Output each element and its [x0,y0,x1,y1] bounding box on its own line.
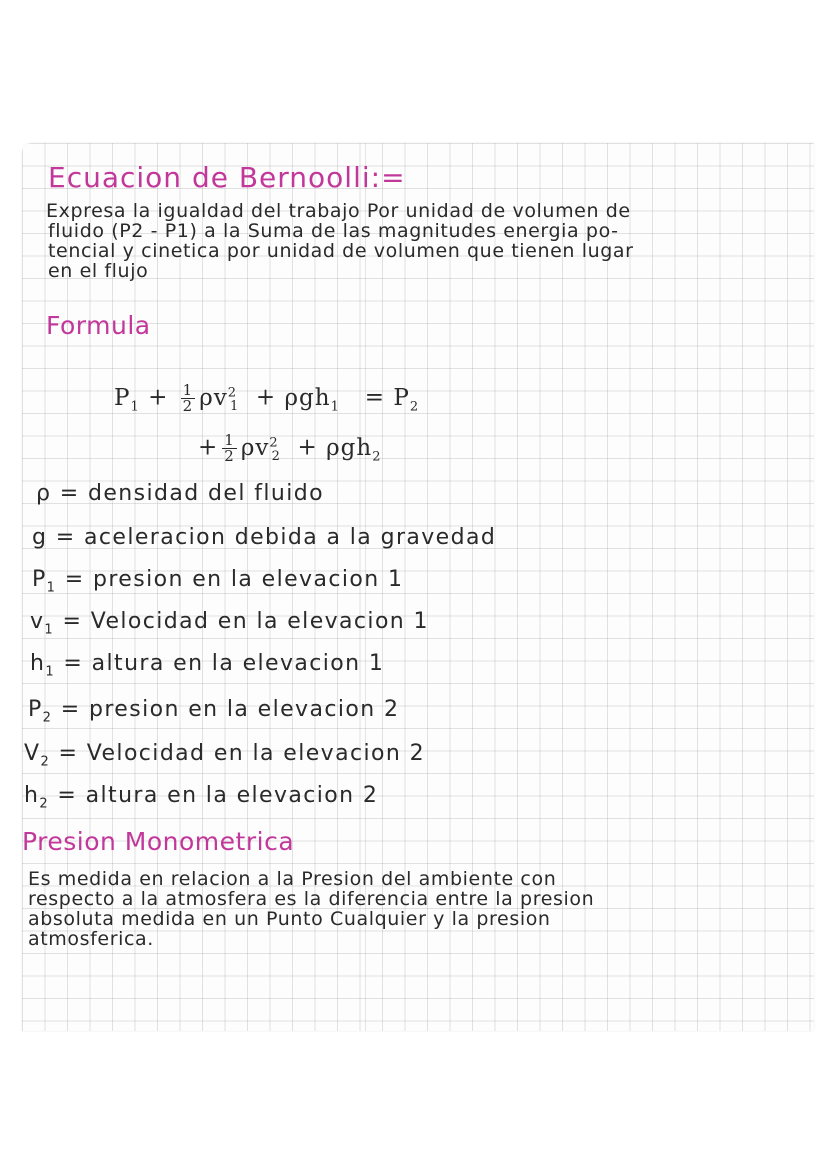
paragraph-line: Es medida en relacion a la Presion del ambiente con [28,868,557,890]
variable-definition: g = aceleracion debida a la gravedad [32,525,497,550]
potential-term-1: ρgh$_1$ [284,384,340,415]
plus-sign: + [255,384,277,411]
variable-definition: $V_2$ = Velocidad en la elevacion 2 [24,741,425,770]
plus-sign: + [148,384,169,411]
kinetic-term-2: $\rho v^2_2$ [240,434,281,465]
plus-sign: + [198,434,219,461]
intro-line: Expresa la igualdad del trabajo Por unidad de volumen de [46,200,631,222]
equals-sign: = [364,384,386,411]
symbol-p1: $P_1$ [114,384,140,415]
paragraph-line: absoluta medida en un Punto Cualquier y la presion [28,908,551,930]
formula-heading: Formula [46,311,151,340]
intro-line: en el flujo [48,260,149,282]
potential-term-2: ρgh$_2$ [326,434,382,465]
section-heading-presion-manometrica: Presion Monometrica [22,827,295,856]
formula-line-2 [198,433,381,464]
variable-definition: $P_1$ = presion en la elevacion 1 [32,567,404,596]
plus-sign: + [297,434,318,461]
fraction-one-half: $\frac{1}{2}$ [224,431,235,465]
kinetic-term-1: $\rho v^2_1$ [199,384,240,415]
paragraph-line: atmosferica. [28,928,154,950]
intro-line: fluido (P2 - P1) a la Suma de las magnitudes energia po- [48,220,619,242]
variable-definition: $P_2$ = presion en la elevacion 2 [28,697,400,726]
variable-definition: $h_1$ = altura en la elevacion 1 [30,651,385,680]
intro-line: tencial y cinetica por unidad de volumen que tienen lugar [48,240,634,262]
page-title: Ecuacion de Bernoolli:= [48,161,406,194]
variable-definition: ρ = densidad del fluido [36,481,324,506]
paragraph-line: respecto a la atmosfera es la diferencia entre la presion [28,888,595,910]
notebook-page [22,143,814,1031]
fraction-one-half: $\frac{1}{2}$ [182,381,194,415]
variable-definition: $h_2$ = altura en la elevacion 2 [24,783,379,812]
formula-line-1 [114,383,419,414]
symbol-p2: $P_2$ [393,384,420,415]
variable-definition: $v_1$ = Velocidad en la elevacion 1 [30,609,429,638]
